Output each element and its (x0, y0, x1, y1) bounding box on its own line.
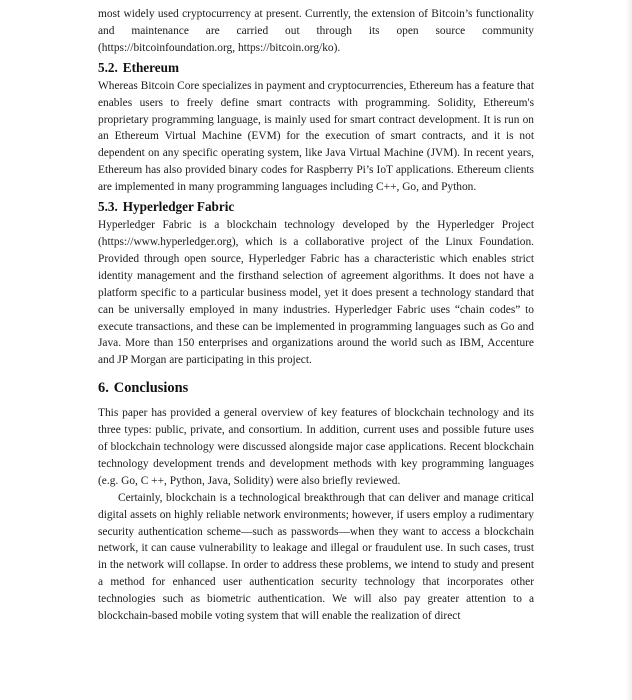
section-6-number: 6. (98, 380, 109, 397)
section-6-heading (98, 379, 534, 398)
section-5-3-number: 5.3. (98, 199, 118, 215)
document-page (98, 6, 534, 625)
section-5-2-number: 5.2. (98, 59, 118, 75)
section-5-2-body: Whereas Bitcoin Core specializes in payment and cryptocurrencies, Ethereum has a feature that enables users to freely define smart contracts with programming. Solidity, Ethereum's proprietary programming language, is mainly used for smart contract development. It is run on an Ethereum Virtual Machine (EVM) for the execution of smart contracts, and it is not dependent on any specific operating system, like Java Virtual Machine (JVM). In recent years, Ethereum has also provided binary codes for Raspberry Pi’s IoT applications. Ethereum clients are implemented in many programming languages including C++, Go, and Python. (98, 79, 534, 194)
section-5-3-title: Hyperledger Fabric (122, 199, 235, 215)
conclusions-paragraph-2: Certainly, blockchain is a technological breakthrough that can deliver and manage critical digital assets on highly reliable network environments; however, if users employ a rudimentary security authentication scheme—such as passwords—when they want to access a blockchain network, it can cause vulnerability to leakage and illegal or fraudulent use. In such cases, trust in the network will collapse. In order to address these problems, we intend to study and present a method for enhanced user authentication security technology that incorporates other technologies such as biometric authentication. We will also pay greater attention to a blockchain-based mobile voting system that will enable the realization of direct (98, 491, 534, 623)
page-edge-shadow (626, 0, 632, 700)
section-5-2-title: Ethereum (122, 59, 179, 75)
section-5-2-heading (98, 59, 534, 76)
intro-paragraph: most widely used cryptocurrency at present. Currently, the extension of Bitcoin’s functionality and maintenance are carried out through its open source community (https://bitcoinfoundation.org, https://bitcoin.org/ko). (98, 8, 534, 54)
section-5-3-body: Hyperledger Fabric is a blockchain technology developed by the Hyperledger Project (https://www.hyperledger.org), which is a collaborative project of the Linux Foundation. Provided through open source, Hyperledger Fabric has a characteristic which enables strict identity management and the firsthand selection of agreement algorithms. It does not have a platform specific to a particular business model, yet it does present a technology standard that can be universally employed in many industries. Hyperledger Fabric uses “chain codes” to execute transactions, and these can be implemented in programming languages such as Go and Java. More than 150 enterprises and organizations around the world such as IBM, Accenture and JP Morgan are participating in this project. (98, 219, 534, 367)
conclusions-paragraph-1: This paper has provided a general overview of key features of blockchain technology and its three types: public, private, and consortium. In addition, current uses and possible future uses of blockchain technology were discussed alongside major case applications. Recent blockchain technology development trends and development methods with key programming languages (e.g. Go, C ++, Python, Java, Solidity) were also briefly reviewed. (98, 407, 534, 487)
section-5-3-heading (98, 198, 534, 215)
section-6-title: Conclusions (113, 380, 189, 397)
